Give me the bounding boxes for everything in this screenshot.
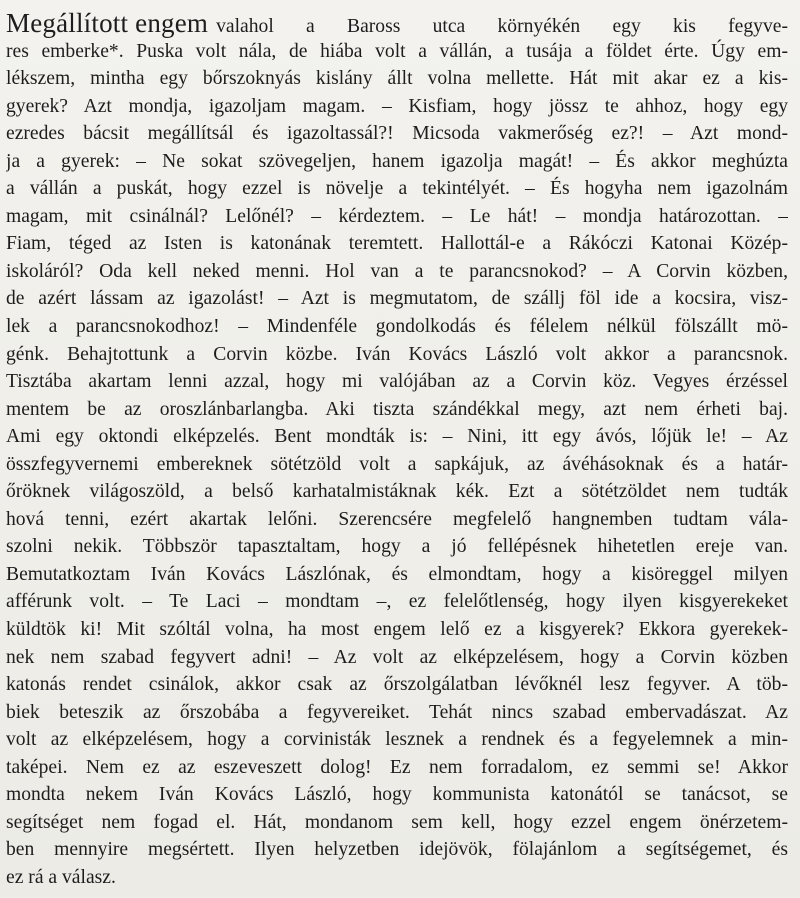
- body-text: [6, 10, 788, 892]
- text-line: nek nem szabad fegyvert adni! – Az volt az elképzelésem, hogy a Corvin közben: [6, 646, 788, 668]
- text-line: lek a parancsnokodhoz! – Mindenféle gondolkodás és félelem nélkül fölszállt mö-: [6, 316, 788, 338]
- text-line: taképei. Nem ez az eszeveszett dolog! Ez nem forradalom, ez semmi se! Akkor: [6, 756, 788, 778]
- first-line-rest: valahol a Baross utca környékén egy kis fegyve-: [216, 16, 788, 37]
- text-line: Tisztába akartam lenni azzal, hogy mi valójában az a Corvin köz. Vegyes érzéssel: [6, 371, 788, 393]
- text-line: gyerek? Azt mondja, igazoljam magam. – Kisfiam, hogy jössz te ahhoz, hogy egy: [6, 95, 788, 117]
- lead-words: Megállított engem: [6, 10, 209, 38]
- text-line: mentem be az oroszlánbarlangba. Aki tiszta szándékkal megy, azt nem érheti baj.: [6, 398, 788, 420]
- text-line: ez rá a válasz.: [6, 866, 116, 888]
- text-line: küldtök ki! Mit szóltál volna, ha most engem lelő ez a kisgyerek? Ekkora gyerekek-: [6, 619, 788, 641]
- text-line: biek beteszik az őrszobába a fegyvereiket. Tehát nincs szabad embervadászat. Az: [6, 701, 788, 723]
- text-line: ben mennyire megsértett. Ilyen helyzetben idejövök, fölajánlom a segítségemet, és: [6, 839, 788, 861]
- text-line: Bemutatkoztam Iván Kovács Lászlónak, és elmondtam, hogy a kisöreggel milyen: [6, 563, 788, 585]
- text-line: szolni nekik. Többször tapasztaltam, hogy a jó fellépésnek hihetetlen ereje van.: [6, 536, 788, 558]
- text-line: lékszem, mintha egy bőrszoknyás kislány állt volna mellette. Hát mit akar ez a kis-: [6, 68, 788, 90]
- text-line: de azért lássam az igazolást! – Azt is megmutatom, de szállj föl ide a kocsira, visz-: [6, 288, 788, 310]
- text-line: iskoláról? Oda kell neked menni. Hol van a te parancsnokod? – A Corvin közben,: [6, 260, 788, 282]
- text-line: hová tenni, ezért akartak lelőni. Szerencsére megfelelő hangnemben tudtam vála-: [6, 508, 788, 530]
- text-line: összfegyvernemi embereknek sötétzöld volt a sapkájuk, az ávéhásoknak és a határ-: [6, 453, 788, 475]
- text-line: volt az elképzelésem, hogy a corvinisták lesznek a rendnek és a fegyelemnek a min-: [6, 729, 788, 751]
- text-lines: [6, 38, 788, 892]
- text-line: ja a gyerek: – Ne sokat szövegeljen, hanem igazolja magát! – És akkor meghúzta: [6, 150, 788, 172]
- text-line: a vállán a puskát, hogy ezzel is növelje a tekintélyét. – És hogyha nem igazolnám: [6, 178, 788, 200]
- text-line: segítséget nem fogad el. Hát, mondanom sem kell, hogy ezzel engem önérzetem-: [6, 811, 788, 833]
- text-line: afférunk volt. – Te Laci – mondtam –, ez felelőtlenség, hogy ilyen kisgyerekeket: [6, 591, 788, 613]
- text-line: őröknek világoszöld, a belső karhatalmistáknak kék. Ezt a sötétzöldet nem tudták: [6, 481, 788, 503]
- text-line: mondta nekem Iván Kovács László, hogy kommunista katonától se tanácsot, se: [6, 784, 788, 806]
- text-line: magam, mit csinálnál? Lelőnél? – kérdeztem. – Le hát! – mondja határozottan. –: [6, 205, 788, 227]
- text-line-first: [6, 10, 788, 38]
- text-line: Ami egy oktondi elképzelés. Bent mondták is: – Nini, itt egy ávós, lőjük le! – Az: [6, 426, 788, 448]
- text-line: génk. Behajtottunk a Corvin közbe. Iván Kovács László volt akkor a parancsnok.: [6, 343, 788, 365]
- text-line: Fiam, téged az Isten is katonának teremtett. Hallottál-e a Rákóczi Katonai Közép-: [6, 233, 788, 255]
- text-line: res emberke*. Puska volt nála, de hiába volt a vállán, a tusája a földet érte. Úgy em-: [6, 40, 788, 62]
- text-line: katonás rendet csinálok, akkor csak az őrszolgálatban lévőknél lesz fegyver. A töb-: [6, 674, 788, 696]
- text-line: ezredes bácsit megállítsál és igazoltassál?! Micsoda vakmerőség ez?! – Azt mond-: [6, 123, 788, 145]
